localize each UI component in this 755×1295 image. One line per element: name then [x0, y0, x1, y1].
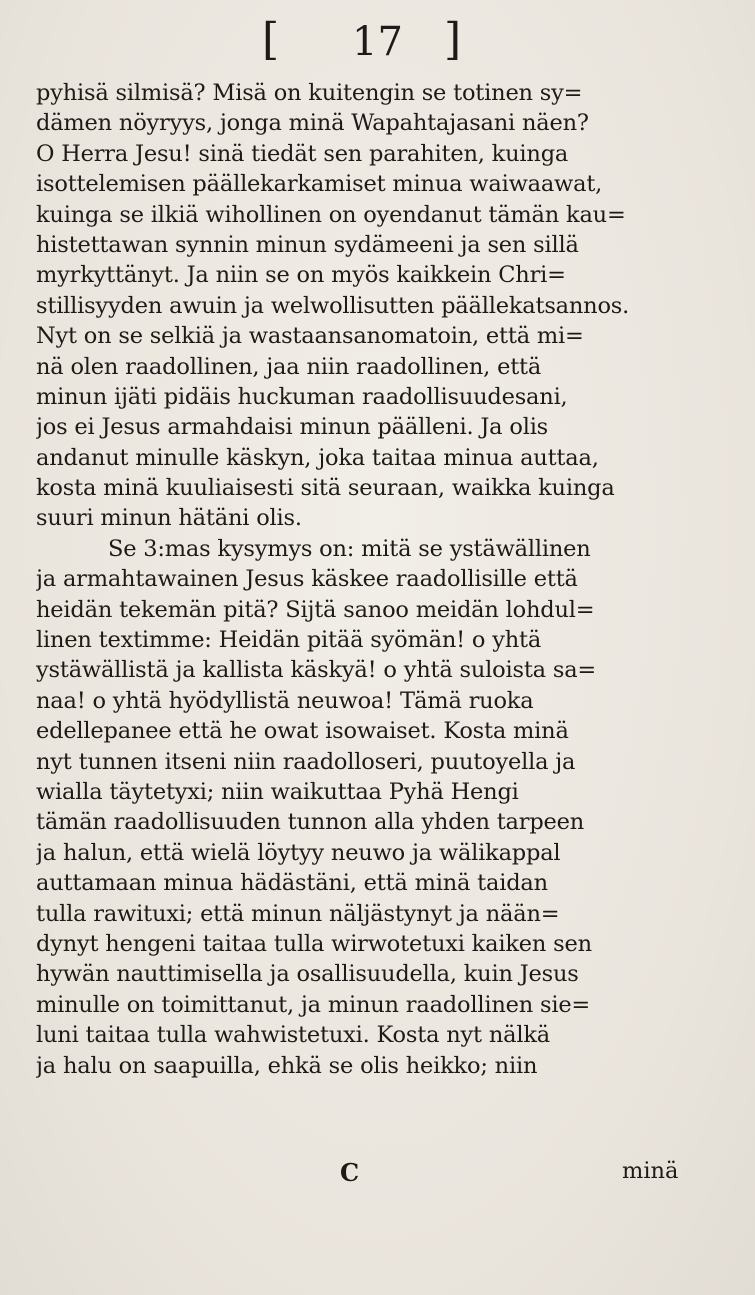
text-line: pyhisä silmisä? Misä on kuitengin se totinen sy=	[36, 80, 583, 106]
text-line: ja halu on saapuilla, ehkä se olis heikko; niin	[36, 1052, 538, 1079]
text-line: andanut minulle käskyn, joka taitaa minua auttaa,	[36, 444, 599, 471]
page-number: 17	[352, 19, 403, 65]
text-line: Se 3:mas kysymys on: mitä se ystäwällinen	[108, 535, 591, 562]
text-line: naa! o yhtä hyödyllistä neuwoa! Tämä ruoka	[36, 687, 534, 714]
bracket-left: [	[262, 14, 280, 65]
text-line: histettawan synnin minun sydämeeni ja sen sillä	[36, 231, 579, 258]
text-line: dynyt hengeni taitaa tulla wirwotetuxi kaiken sen	[36, 930, 592, 957]
text-line: O Herra Jesu! sinä tiedät sen parahiten, kuinga	[36, 140, 569, 167]
text-line: hywän nauttimisella ja osallisuudella, kuin Jesus	[36, 961, 579, 988]
page-footer	[0, 1158, 755, 1198]
text-line: nä olen raadollinen, jaa niin raadollinen, että	[36, 353, 542, 380]
text-line: tämän raadollisuuden tunnon alla yhden tarpeen	[36, 809, 585, 836]
text-line: nyt tunnen itseni niin raadolloseri, puutoyella ja	[36, 748, 576, 775]
text-line: ja halun, että wielä löytyy neuwo ja wälikappal	[36, 839, 561, 866]
text-line: ja armahtawainen Jesus käskee raadollisille että	[36, 566, 578, 593]
text-line: edellepanee että he owat isowaiset. Kosta minä	[36, 718, 569, 745]
text-line: kuinga se ilkiä wihollinen on oyendanut tämän kau=	[36, 201, 626, 228]
signature-mark: C	[340, 1158, 360, 1187]
text-line: minulle on toimittanut, ja minun raadollinen sie=	[36, 991, 591, 1018]
text-line: suuri minun hätäni olis.	[36, 505, 302, 532]
text-line: Nyt on se selkiä ja wastaansanomatoin, että mi=	[36, 323, 584, 350]
catchword: minä	[622, 1158, 679, 1184]
text-line: luni taitaa tulla wahwistetuxi. Kosta nyt nälkä	[36, 1022, 550, 1049]
text-line: auttamaan minua hädästäni, että minä taidan	[36, 870, 548, 897]
text-line: dämen nöyryys, jonga minä Wapahtajasani näen?	[36, 110, 589, 137]
page-header	[0, 14, 755, 74]
body-text	[36, 78, 706, 1081]
text-line: heidän tekemän pitä? Sijtä sanoo meidän lohdul=	[36, 596, 595, 623]
text-line: tulla rawituxi; että minun näljästynyt ja nään=	[36, 900, 560, 927]
text-line: stillisyyden awuin ja welwollisutten päällekatsannos.	[36, 292, 630, 319]
text-line: ystäwällistä ja kallista käskyä! o yhtä suloista sa=	[36, 657, 597, 684]
text-line: wialla täytetyxi; niin waikuttaa Pyhä Hengi	[36, 778, 519, 805]
text-line: linen textimme: Heidän pitää syömän! o yhtä	[36, 627, 542, 654]
text-line: myrkyttänyt. Ja niin se on myös kaikkein Chri=	[36, 262, 566, 289]
text-line: isottelemisen päällekarkamiset minua waiwaawat,	[36, 171, 603, 198]
bracket-right: ]	[444, 14, 462, 65]
text-line: kosta minä kuuliaisesti sitä seuraan, waikka kuinga	[36, 475, 615, 502]
text-line: jos ei Jesus armahdaisi minun päälleni. Ja olis	[36, 414, 549, 441]
text-line: minun ijäti pidäis huckuman raadollisuudesani,	[36, 383, 568, 410]
